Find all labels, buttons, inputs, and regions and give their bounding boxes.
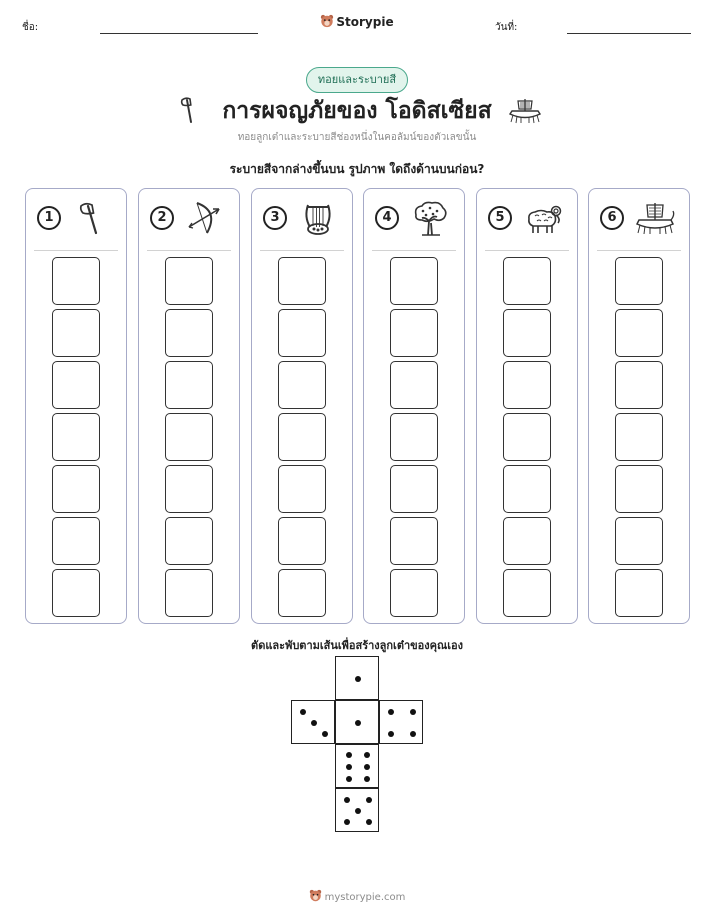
color-box[interactable]: [278, 361, 326, 409]
olive-tree-icon: [410, 199, 450, 237]
column-6: [588, 188, 690, 624]
column-5: [476, 188, 578, 624]
column-number: 2: [150, 206, 174, 230]
die-pip: [355, 720, 361, 726]
color-box[interactable]: [52, 257, 100, 305]
color-box[interactable]: [390, 361, 438, 409]
color-box[interactable]: [165, 361, 213, 409]
brand-logo: [0, 14, 714, 29]
color-box[interactable]: [503, 257, 551, 305]
die-pip: [322, 731, 328, 737]
color-box[interactable]: [165, 465, 213, 513]
column-number: 3: [263, 206, 287, 230]
date-line: [567, 33, 691, 34]
color-box[interactable]: [390, 413, 438, 461]
column-divider: [485, 250, 569, 251]
color-box[interactable]: [390, 465, 438, 513]
color-box[interactable]: [278, 517, 326, 565]
greek-ship-icon: [635, 199, 675, 237]
color-box[interactable]: [503, 361, 551, 409]
die-pip: [300, 709, 306, 715]
die-pip: [364, 776, 370, 782]
brand-name: Storypie: [336, 15, 394, 29]
color-box[interactable]: [52, 465, 100, 513]
die-pip: [364, 752, 370, 758]
color-box[interactable]: [165, 569, 213, 617]
die-pip: [344, 797, 350, 803]
color-box[interactable]: [615, 517, 663, 565]
color-box[interactable]: [615, 361, 663, 409]
color-box[interactable]: [503, 465, 551, 513]
footer-url: mystorypie.com: [324, 892, 406, 903]
color-box[interactable]: [278, 309, 326, 357]
column-1: [25, 188, 127, 624]
die-face: [291, 700, 335, 744]
die-pip: [410, 709, 416, 715]
name-line: [100, 33, 258, 34]
die-pip: [388, 731, 394, 737]
bow-arrow-icon: [185, 199, 225, 237]
color-box[interactable]: [165, 257, 213, 305]
axe-icon: [72, 199, 112, 237]
color-box[interactable]: [390, 257, 438, 305]
die-pip: [410, 731, 416, 737]
die-pip: [346, 776, 352, 782]
column-3: [251, 188, 353, 624]
color-box[interactable]: [165, 413, 213, 461]
column-number: 1: [37, 206, 61, 230]
bear-icon: [309, 889, 322, 902]
color-box[interactable]: [278, 465, 326, 513]
date-label: วันที่:: [495, 22, 518, 33]
die-face: [335, 744, 379, 788]
die-pip: [366, 819, 372, 825]
column-divider: [372, 250, 456, 251]
name-label: ชื่อ:: [22, 22, 39, 33]
column-divider: [597, 250, 681, 251]
die-pip: [311, 720, 317, 726]
column-divider: [34, 250, 118, 251]
bear-icon: [320, 14, 334, 28]
color-box[interactable]: [278, 257, 326, 305]
color-box[interactable]: [52, 413, 100, 461]
color-box[interactable]: [503, 569, 551, 617]
color-box[interactable]: [278, 413, 326, 461]
greek-ship-icon: [508, 96, 542, 124]
subtitle: ทอยลูกเต๋าและระบายสีช่องหนึ่งในคอลัมน์ของตัวเลขนั้น: [237, 132, 477, 143]
ram-icon: [523, 199, 563, 237]
column-number: 6: [600, 206, 624, 230]
color-box[interactable]: [615, 309, 663, 357]
color-box[interactable]: [390, 569, 438, 617]
die-pip: [344, 819, 350, 825]
column-divider: [260, 250, 344, 251]
color-box[interactable]: [52, 517, 100, 565]
color-box[interactable]: [52, 569, 100, 617]
die-pip: [346, 764, 352, 770]
title-row: [0, 92, 714, 130]
page-title: การผจญภัยของ โอดิสเซียส: [222, 98, 492, 124]
die-pip: [355, 676, 361, 682]
color-box[interactable]: [503, 309, 551, 357]
die-pip: [364, 764, 370, 770]
column-number: 4: [375, 206, 399, 230]
column-2: [138, 188, 240, 624]
question: ระบายสีจากล่างขึ้นบน รูปภาพ ใดถึงด้านบนก่อน?: [229, 162, 485, 176]
color-box[interactable]: [390, 309, 438, 357]
color-box[interactable]: [503, 517, 551, 565]
lyre-icon: [298, 199, 338, 237]
color-box[interactable]: [165, 517, 213, 565]
color-box[interactable]: [390, 517, 438, 565]
footer: [0, 889, 714, 903]
die-pip: [366, 797, 372, 803]
die-pip: [388, 709, 394, 715]
color-box[interactable]: [615, 257, 663, 305]
color-box[interactable]: [615, 569, 663, 617]
column-4: [363, 188, 465, 624]
color-box[interactable]: [503, 413, 551, 461]
die-face: [335, 700, 379, 744]
color-box[interactable]: [278, 569, 326, 617]
die-pip: [355, 808, 361, 814]
color-box[interactable]: [52, 361, 100, 409]
color-box[interactable]: [615, 413, 663, 461]
axe-icon: [178, 96, 202, 124]
activity-tag: ทอยและระบายสี: [306, 67, 408, 93]
die-face: [379, 700, 423, 744]
column-divider: [147, 250, 231, 251]
column-number: 5: [488, 206, 512, 230]
die-face: [335, 656, 379, 700]
die-face: [335, 788, 379, 832]
color-box[interactable]: [165, 309, 213, 357]
die-pip: [346, 752, 352, 758]
color-box[interactable]: [615, 465, 663, 513]
cut-instruction: ตัดและพับตามเส้นเพื่อสร้างลูกเต๋าของคุณเอง: [251, 639, 463, 652]
color-box[interactable]: [52, 309, 100, 357]
